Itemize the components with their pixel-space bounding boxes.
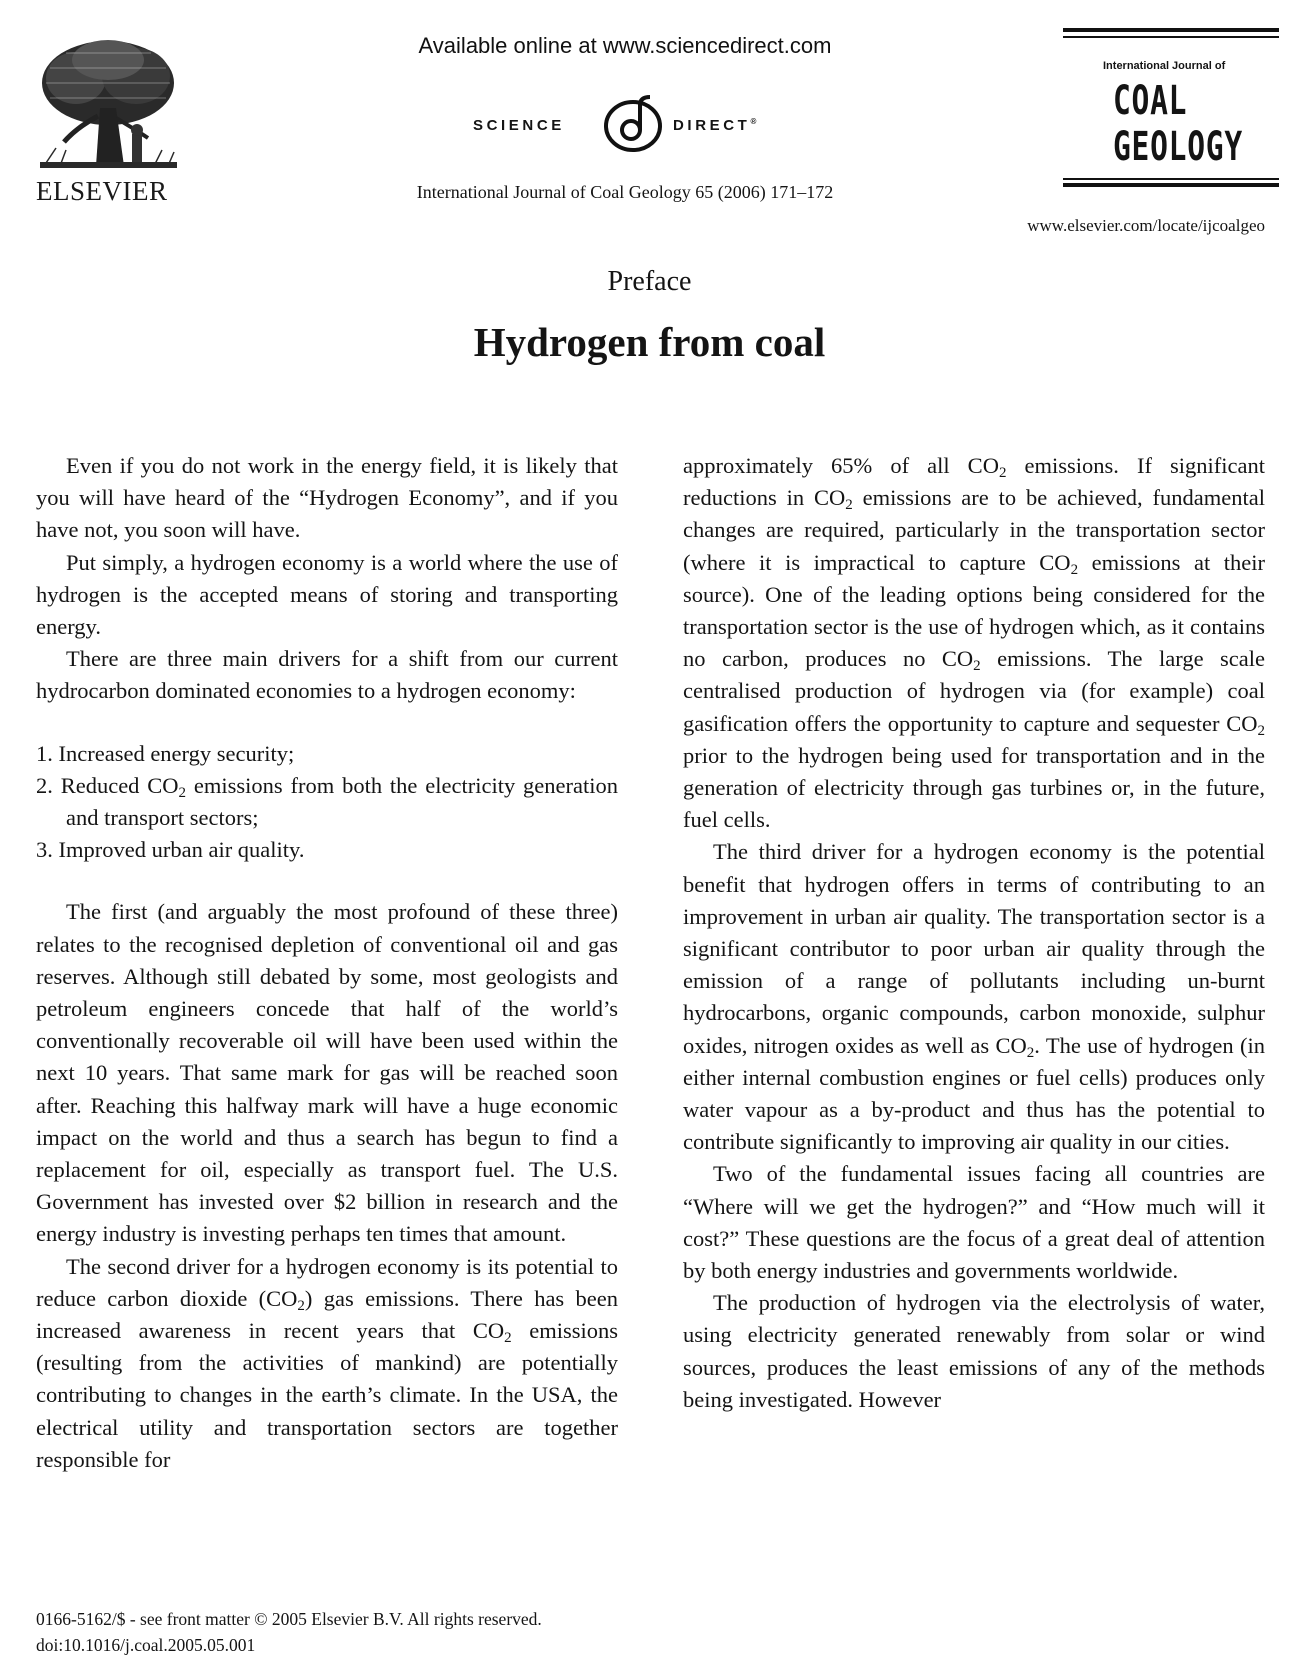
journal-logo-title: COAL GEOLOGY [1113,78,1243,170]
online-availability-text: Available online at www.sciencedirect.com [418,33,832,58]
at-d-icon [598,93,668,153]
journal-logo-small-text: International Journal of [1103,60,1226,72]
logo-rule-top-thin [1063,36,1279,38]
journal-url[interactable]: www.elsevier.com/locate/ijcoalgeo [1027,216,1265,235]
paragraph: The first (and arguably the most profound of these three) relates to the recognised depletion of conventional oil and gas reserves. Although still debated by some, most geologists and petroleum engineers concede that half of the world’s conventionally recoverable oil will have been used within the next 10 years. That same mark for gas will be reached soon after. Reaching this halfway mark will have a huge economic impact on the world and thus a search has begun to find a replacement for oil, especially as transport fuel. The U.S. Government has invested over $2 billion in research and the energy industry is investing perhaps ten times that amount. [36,899,618,1247]
right-column [683,450,1265,1416]
paragraph: Two of the fundamental issues facing all countries are “Where will we get the hydrogen?” and “How much will it cost?” These questions are the focus of a great deal of attention by both energy industries and governments worldwide. [683,1161,1265,1284]
paragraph: Put simply, a hydrogen economy is a world where the use of hydrogen is the accepted means of storing and transporting energy. [36,549,618,640]
elsevier-tree-icon [36,38,181,173]
paragraph: The third driver for a hydrogen economy is the potential benefit that hydrogen offers in terms of contributing to an improvement in urban air quality. The transportation sector is a significant contributor to poor urban air quality through the emission of a range of pollutants including un-burnt hydrocarbons, organic compounds, carbon monoxide, sulphur oxides, nitrogen oxides as well as $CO_2$. The use of hydrogen (in either internal combustion engines or fuel cells) produces only water vapour as a by-product and thus has the potential to contribute significantly to improving air quality in our cities. [683,839,1265,1155]
section-label: Preface [607,266,692,297]
drivers-list [36,738,618,867]
paragraph: The second driver for a hydrogen economy is its potential to reduce carbon dioxide $(CO_2)$ gas emissions. There has been increased awareness in recent years that $CO_2$ emissions (resulting from the activities of mankind) are potentially contributing to changes in the earth’s climate. In the USA, the electrical utility and transportation sectors are together responsible for [36,1253,618,1472]
sciencedirect-logo [455,93,795,153]
journal-citation: International Journal of Coal Geology 65 (2006) 171–172 [416,182,834,202]
article-title: Hydrogen from coal [473,319,826,365]
logo-rule-bottom [1063,183,1279,187]
paragraph: Even if you do not work in the energy field, it is likely that you will have heard of the “Hydrogen Economy”, and if you have not, you soon will have. [36,453,618,543]
copyright-line: 0166-5162/$ - see front matter © 2005 Elsevier B.V. All rights reserved. [36,1609,542,1629]
left-column [36,450,618,1476]
copyright-footer [36,1606,542,1658]
logo-rule-top [1063,28,1279,32]
list-item: 2. Reduced $CO_2$ emissions from both the electricity generation and transport sectors; [36,772,618,831]
elsevier-wordmark: ELSEVIER [36,176,168,206]
paragraph: There are three main drivers for a shift from our current hydrocarbon dominated economies to a hydrogen economy: [36,646,618,704]
list-item: 1. Increased energy security; [36,740,295,766]
paragraph: approximately 65% of all $CO_2$ emissions. If significant reductions in $CO_2$ emissions are to be achieved, fundamental changes are required, particularly in the transportation sector (where it is impractical to capture $CO_2$ emissions at their source). One of the leading options being considered for the transportation sector is the use of hydrogen which, as it contains no carbon, produces no $CO_2$ emissions. The large scale centralised production of hydrogen via (for example) coal gasification offers the opportunity to capture and sequester $CO_2$ prior to the hydrogen being used for transportation and in the generation of electricity through gas turbines or, in the future, fuel cells. [683,453,1266,833]
logo-rule-bottom-thin [1063,178,1279,180]
doi-line[interactable]: doi:10.1016/j.coal.2005.05.001 [36,1635,256,1655]
paragraph: The production of hydrogen via the electrolysis of water, using electricity generated renewably from solar or wind sources, produces the least emissions of any of the methods being investigated. However [683,1290,1265,1412]
sciencedirect-left-text: SCIENCE [473,117,565,134]
elsevier-logo [36,38,181,208]
sciencedirect-right-text: DIRECT® [673,117,757,134]
coal-geology-journal-logo [1063,28,1279,208]
list-item: 3. Improved urban air quality. [36,837,305,863]
